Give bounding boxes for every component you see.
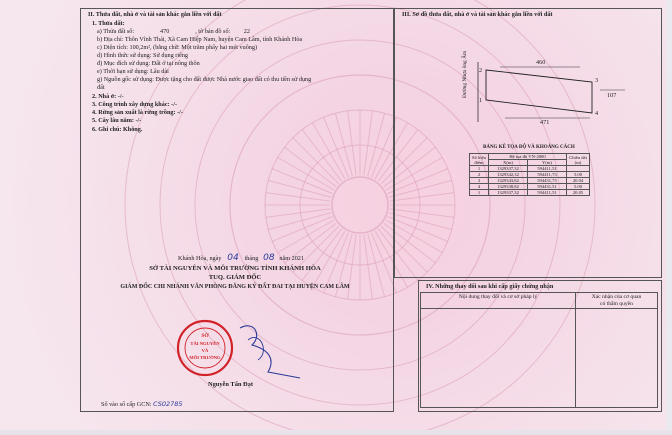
coord-cell-x: 1329337,32 bbox=[489, 190, 528, 196]
stamp-text-1: SỞ bbox=[201, 333, 209, 339]
coord-cell-x: 1329337,32 bbox=[489, 166, 528, 172]
coord-col-system: Hệ tọa độ VN-2000 bbox=[489, 154, 567, 160]
origin-line-2: đất bbox=[97, 84, 105, 91]
branch-director: GIÁM ĐỐC CHI NHÁNH VĂN PHÒNG ĐĂNG KÝ ĐẤT ĐAI TẠI HUYỆN CAM LÂM bbox=[120, 284, 350, 290]
map-label: , tờ bản đồ số: bbox=[195, 28, 231, 35]
area: c) Diện tích: 100,2m², (bằng chữ: Một trăm phẩy hai mét vuông) bbox=[97, 44, 258, 51]
changes-confirm-cell bbox=[576, 309, 658, 408]
coord-cell-y: 594411,51 bbox=[528, 166, 567, 172]
point-1-label: 1 bbox=[479, 97, 483, 104]
term: e) Thời hạn sử dụng: Lâu dài bbox=[97, 68, 169, 75]
coord-cell-p: 1 bbox=[470, 166, 489, 172]
month-label: tháng bbox=[244, 255, 259, 262]
coord-table-title: BẢNG KÊ TỌA ĐỘ VÀ KHOẢNG CÁCH bbox=[483, 145, 575, 150]
planted-forest: 4. Rừng sản xuất là rừng trồng: -/- bbox=[92, 109, 183, 116]
coord-col-x: X(m) bbox=[489, 160, 528, 166]
coord-cell-y: 594411,73 bbox=[528, 172, 567, 178]
coord-cell-p: 3 bbox=[470, 178, 489, 184]
origin-line-1: g) Nguồn gốc sử dụng: Được tặng cho đất được Nhà nước giao đất có thu tiền sử dụng bbox=[97, 76, 312, 83]
date-month: 08 bbox=[263, 253, 275, 263]
dim-bottom: 471 bbox=[540, 119, 550, 126]
point-3-label: 3 bbox=[595, 77, 599, 84]
parcel-heading: 1. Thửa đất: bbox=[92, 20, 125, 27]
coord-cell-d: 5.00 bbox=[567, 184, 590, 190]
coord-cell-p: 4 bbox=[470, 184, 489, 190]
coord-cell-y: 594431,51 bbox=[528, 184, 567, 190]
use-form: d) Hình thức sử dụng: Sử dụng riêng bbox=[97, 52, 189, 59]
stamp-text-2: TÀI NGUYÊN bbox=[190, 341, 220, 346]
tuq-director: TUQ. GIÁM ĐỐC bbox=[208, 274, 262, 281]
house: 2. Nhà ở: -/- bbox=[92, 93, 124, 100]
parcel-label: a) Thửa đất số: bbox=[97, 28, 135, 35]
signature-scribble bbox=[240, 326, 300, 378]
coord-cell-d: 20.04 bbox=[567, 178, 590, 184]
stamp-text-4: MÔI TRƯỜNG bbox=[189, 355, 221, 360]
dim-top: 460 bbox=[536, 59, 546, 66]
dim-right: 107 bbox=[607, 92, 617, 99]
coord-cell-x: 1329338,82 bbox=[489, 184, 528, 190]
section-4-title: IV. Những thay đổi sau khi cấp giấy chứng nhận bbox=[426, 283, 554, 290]
section-2-title: II. Thửa đất, nhà ở và tài sản khác gắn liền với đất bbox=[88, 11, 222, 18]
road-label: Đường Nhựa ông Ấm bbox=[462, 50, 468, 98]
date-prefix: Khánh Hòa, ngày bbox=[178, 255, 222, 262]
parcel-number: 470 bbox=[160, 28, 170, 35]
purpose: đ) Mục đích sử dụng: Đất ở tại nông thôn bbox=[97, 60, 200, 67]
changes-table bbox=[420, 292, 658, 408]
coord-cell-d: 20.05 bbox=[567, 190, 590, 196]
coord-cell-y: 594411,51 bbox=[528, 190, 567, 196]
coord-cell-p: 1 bbox=[470, 190, 489, 196]
registry-label: Số vào sổ cấp GCN: bbox=[101, 401, 152, 408]
confirm-line-2: có thẩm quyền bbox=[600, 300, 633, 307]
coord-cell-x: 1329343,82 bbox=[489, 178, 528, 184]
coord-cell-p: 2 bbox=[470, 172, 489, 178]
coord-cell-y: 594431,75 bbox=[528, 178, 567, 184]
date-year: năm 2021 bbox=[279, 255, 304, 262]
registry-number: CS02785 bbox=[153, 400, 183, 408]
signer-name: Nguyễn Tấn Đạt bbox=[208, 381, 253, 388]
stamp-text-3: VÀ bbox=[201, 348, 209, 353]
point-2-label: 2 bbox=[479, 67, 483, 74]
coord-col-point: Số hiệu điểm bbox=[470, 154, 489, 166]
coord-col-y: Y(m) bbox=[528, 160, 567, 166]
coord-cell-x: 1329342,32 bbox=[489, 172, 528, 178]
map-number: 22 bbox=[243, 28, 250, 35]
registry bbox=[101, 401, 183, 408]
other-works: 3. Công trình xây dựng khác: -/- bbox=[92, 101, 178, 108]
perennial-trees: 5. Cây lâu năm: -/- bbox=[92, 117, 142, 124]
date-day: 04 bbox=[227, 253, 239, 263]
coord-col-distance: Chiều dài (m) bbox=[567, 154, 590, 166]
address: b) Địa chỉ: Thôn Vĩnh Thái, Xã Cam Hiệp Nam, huyện Cam Lâm, tỉnh Khánh Hòa bbox=[97, 36, 303, 43]
section-3-title: III. Sơ đồ thửa đất, nhà ở và tài sản khác gắn liền với đất bbox=[402, 11, 553, 18]
point-4-label: 4 bbox=[595, 110, 599, 117]
issuing-org: SỞ TÀI NGUYÊN VÀ MÔI TRƯỜNG TỈNH KHÁNH HÒA bbox=[149, 265, 321, 272]
notes: 6. Ghi chú: Không. bbox=[92, 126, 143, 133]
changes-col-content: Nội dung thay đổi và cơ sở pháp lý bbox=[421, 293, 576, 309]
coord-cell-d: 5.00 bbox=[567, 172, 590, 178]
changes-col-confirm bbox=[576, 293, 658, 309]
confirm-line-1: Xác nhận của cơ quan bbox=[591, 294, 642, 300]
changes-content-cell bbox=[421, 309, 576, 408]
